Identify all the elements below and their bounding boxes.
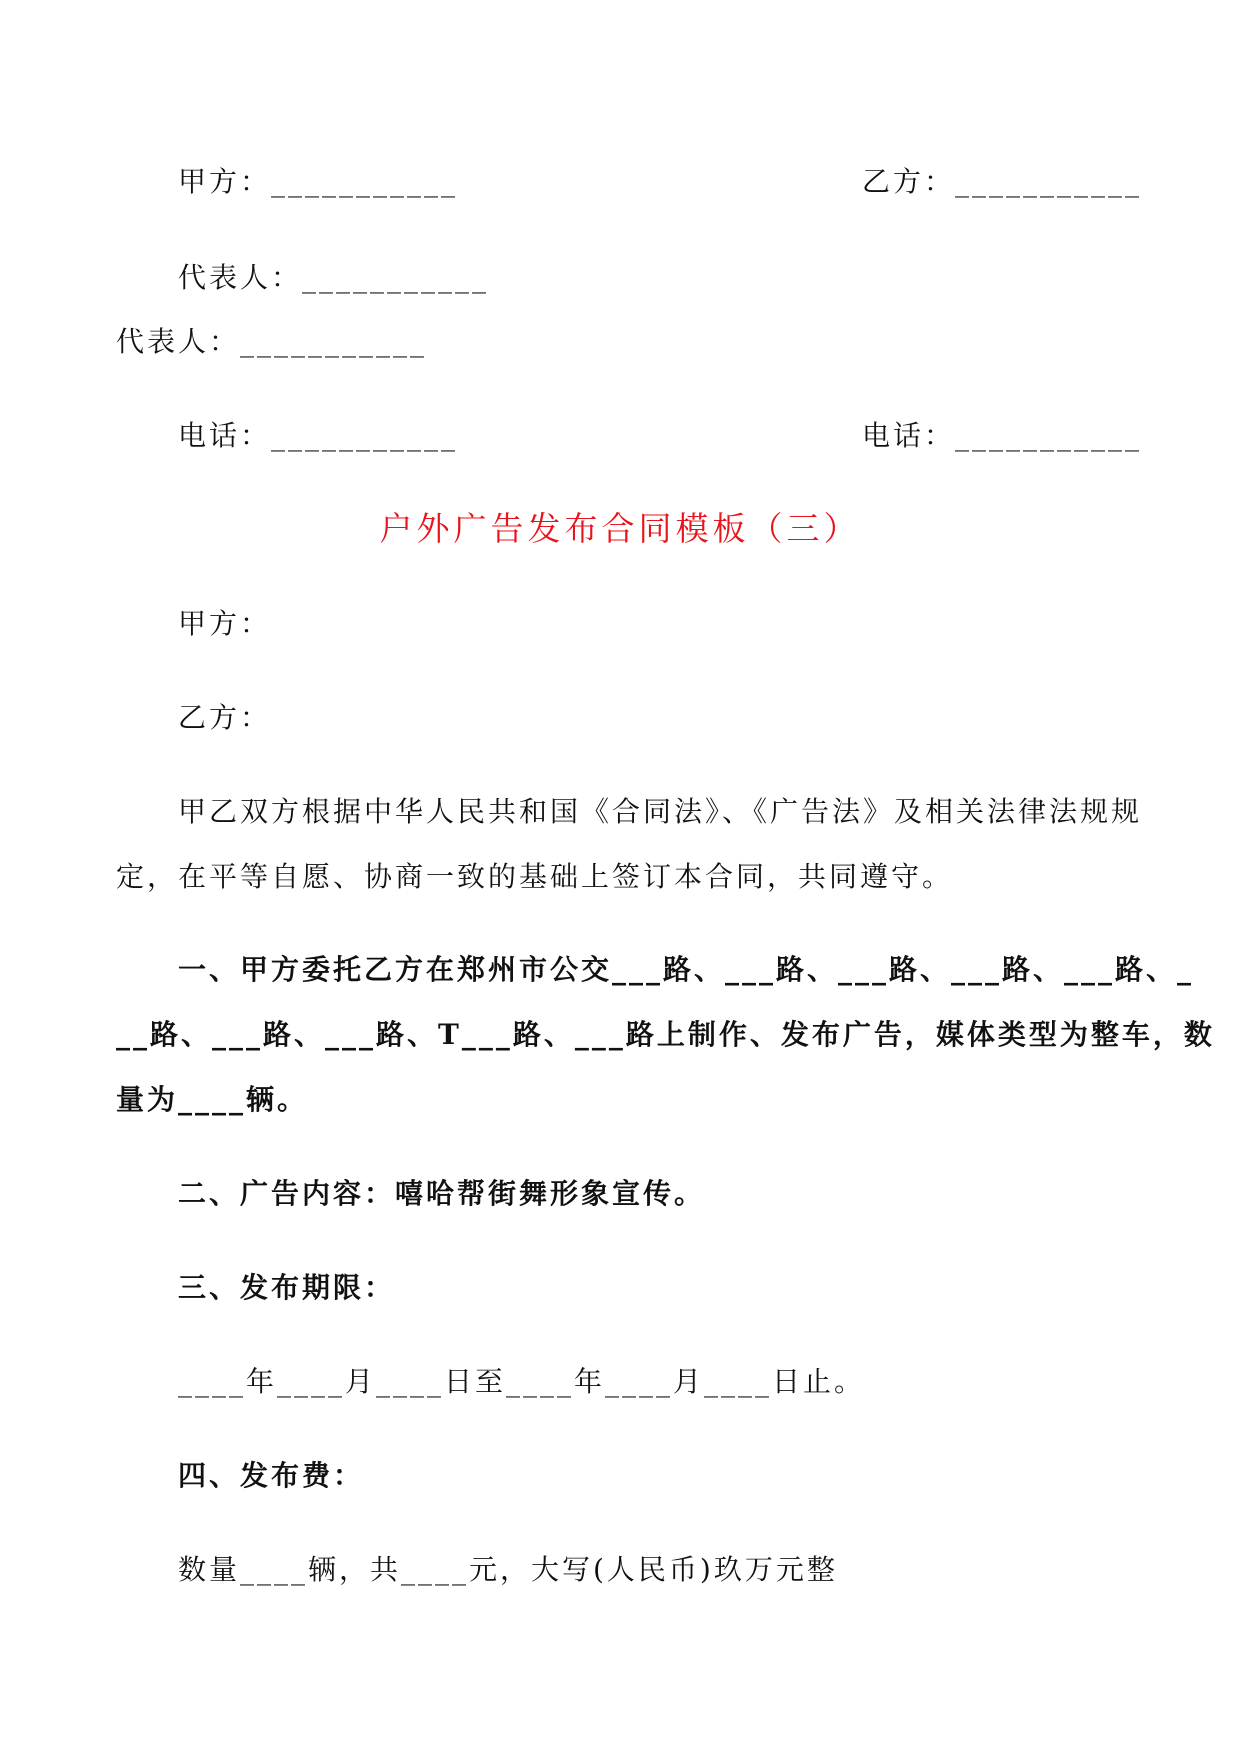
clause-3-body: ____年____月____日至____年____月____日止。: [178, 1365, 866, 1398]
representative-b-line: 代表人：___________: [116, 325, 428, 358]
preamble-line-1: 甲乙双方根据中华人民共和国《合同法》、《广告法》及相关法律法规规: [178, 795, 1143, 828]
party-b-signature-line: 乙方：___________: [862, 165, 1143, 198]
clause-1-line-2: __路、___路、___路、T___路、___路上制作、发布广告，媒体类型为整车，数: [116, 1018, 1215, 1051]
clause-1-line-3: 量为____辆。: [116, 1083, 309, 1116]
phone-a-line: 电话：___________: [178, 419, 459, 452]
representative-a-line: 代表人：___________: [178, 261, 490, 294]
party-a-signature-line: 甲方：___________: [178, 165, 459, 198]
clause-4-heading: 四、发布费：: [178, 1459, 365, 1492]
preamble-line-2: 定，在平等自愿、协商一致的基础上签订本合同，共同遵守。: [116, 860, 954, 893]
clause-1-line-1: 一、甲方委托乙方在郑州市公交___路、___路、___路、___路、___路、_: [178, 953, 1195, 986]
contract-title: 户外广告发布合同模板（三）: [379, 509, 861, 548]
party-a-label: 甲方：: [178, 607, 272, 640]
clause-3-heading: 三、发布期限：: [178, 1271, 396, 1304]
clause-4-body: 数量____辆，共____元，大写(人民币)玖万元整: [178, 1553, 838, 1586]
phone-b-line: 电话：___________: [862, 419, 1143, 452]
clause-2: 二、广告内容：嘻哈帮街舞形象宣传。: [178, 1177, 706, 1210]
party-b-label: 乙方：: [178, 701, 272, 734]
